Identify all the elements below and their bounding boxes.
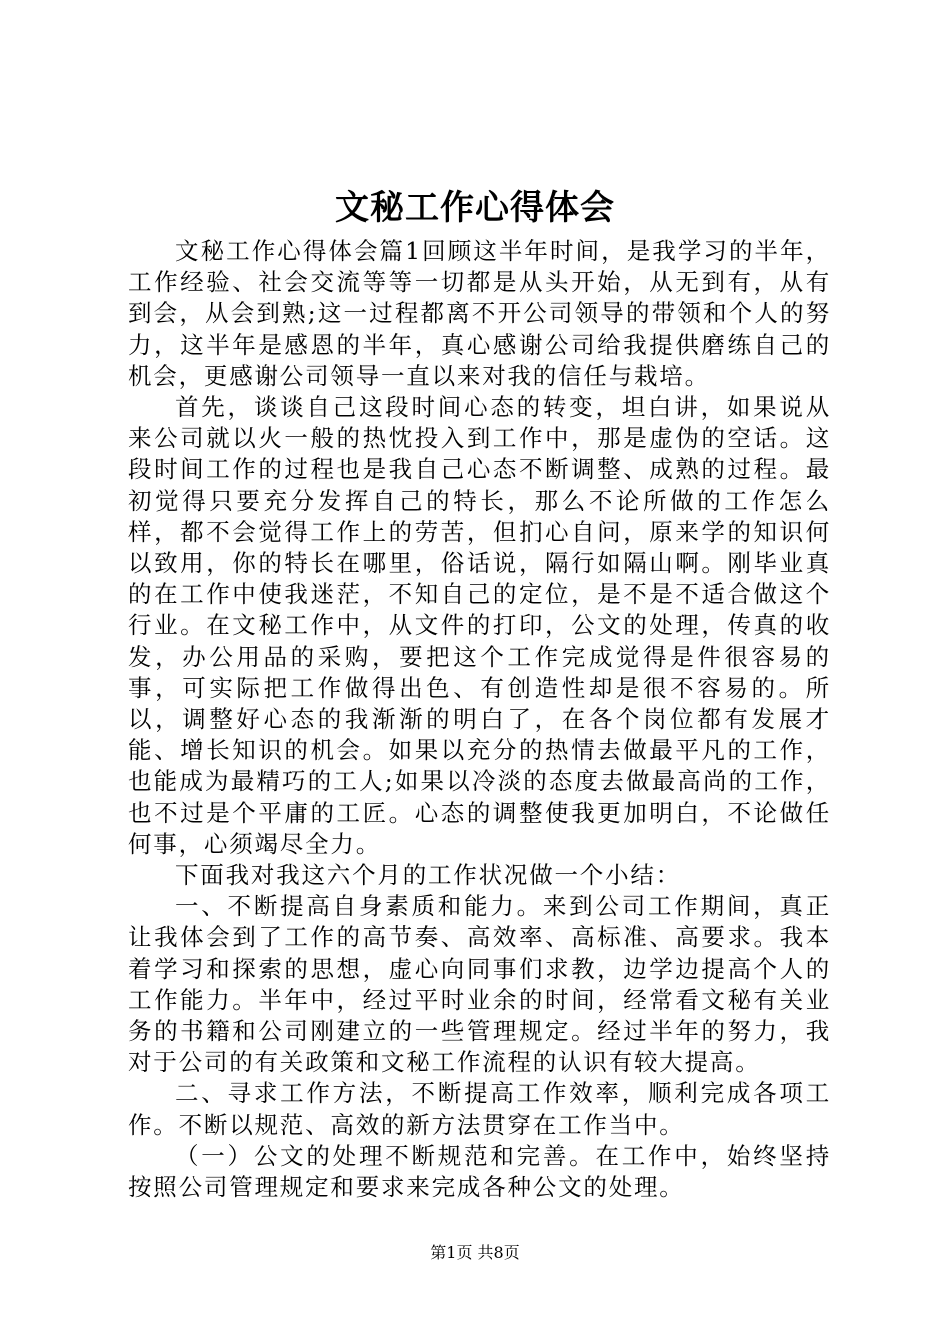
document-body — [128, 236, 831, 1203]
paragraph: 一、不断提高自身素质和能力。来到公司工作期间，真正让我体会到了工作的高节奏、高效率、高标准、高要求。我本着学习和探索的思想，虚心向同事们求教，边学边提高个人的工作能力。半年中，经过平时业余的时间，经常看文秘有关业务的书籍和公司刚建立的一些管理规定。经过半年的努力，我对于公司的有关政策和文秘工作流程的认识有较大提高。 — [128, 892, 831, 1077]
paragraph: 文秘工作心得体会篇1回顾这半年时间，是我学习的半年，工作经验、社会交流等等一切都是从头开始，从无到有，从有到会，从会到熟;这一过程都离不开公司领导的带领和个人的努力，这半年是感恩的半年，真心感谢公司给我提供磨练自己的机会，更感谢公司领导一直以来对我的信任与栽培。 — [128, 237, 831, 390]
document-title: 文秘工作心得体会 — [335, 188, 615, 228]
page-footer: 第1页 共8页 — [430, 1243, 520, 1262]
paragraph: 下面我对我这六个月的工作状况做一个小结： — [175, 861, 681, 890]
paragraph: 首先，谈谈自己这段时间心态的转变，坦白讲，如果说从来公司就以火一般的热忱投入到工作中，那是虚伪的空话。这段时间工作的过程也是我自己心态不断调整、成熟的过程。最初觉得只要充分发挥自己的特长，那么不论所做的工作怎么样，都不会觉得工作上的劳苦，但扪心自问，原来学的知识何以致用，你的特长在哪里，俗话说，隔行如隔山啊。刚毕业真的在工作中使我迷茫，不知自己的定位，是不是不适合做这个行业。在文秘工作中，从文件的打印，公文的处理，传真的收发，办公用品的采购，要把这个工作完成觉得是件很容易的事，可实际把工作做得出色、有创造性却是很不容易的。所以，调整好心态的我渐渐的明白了，在各个岗位都有发展才能、增长知识的机会。如果以充分的热情去做最平凡的工作，也能成为最精巧的工人;如果以冷淡的态度去做最高尚的工作，也不过是个平庸的工匠。心态的调整使我更加明白，不论做任何事，心须竭尽全力。 — [128, 393, 831, 858]
paragraph: （一）公文的处理不断规范和完善。在工作中，始终坚持按照公司管理规定和要求来完成各种公文的处理。 — [128, 1141, 831, 1202]
paragraph: 二、寻求工作方法，不断提高工作效率，顺利完成各项工作。不断以规范、高效的新方法贯穿在工作当中。 — [128, 1079, 831, 1139]
